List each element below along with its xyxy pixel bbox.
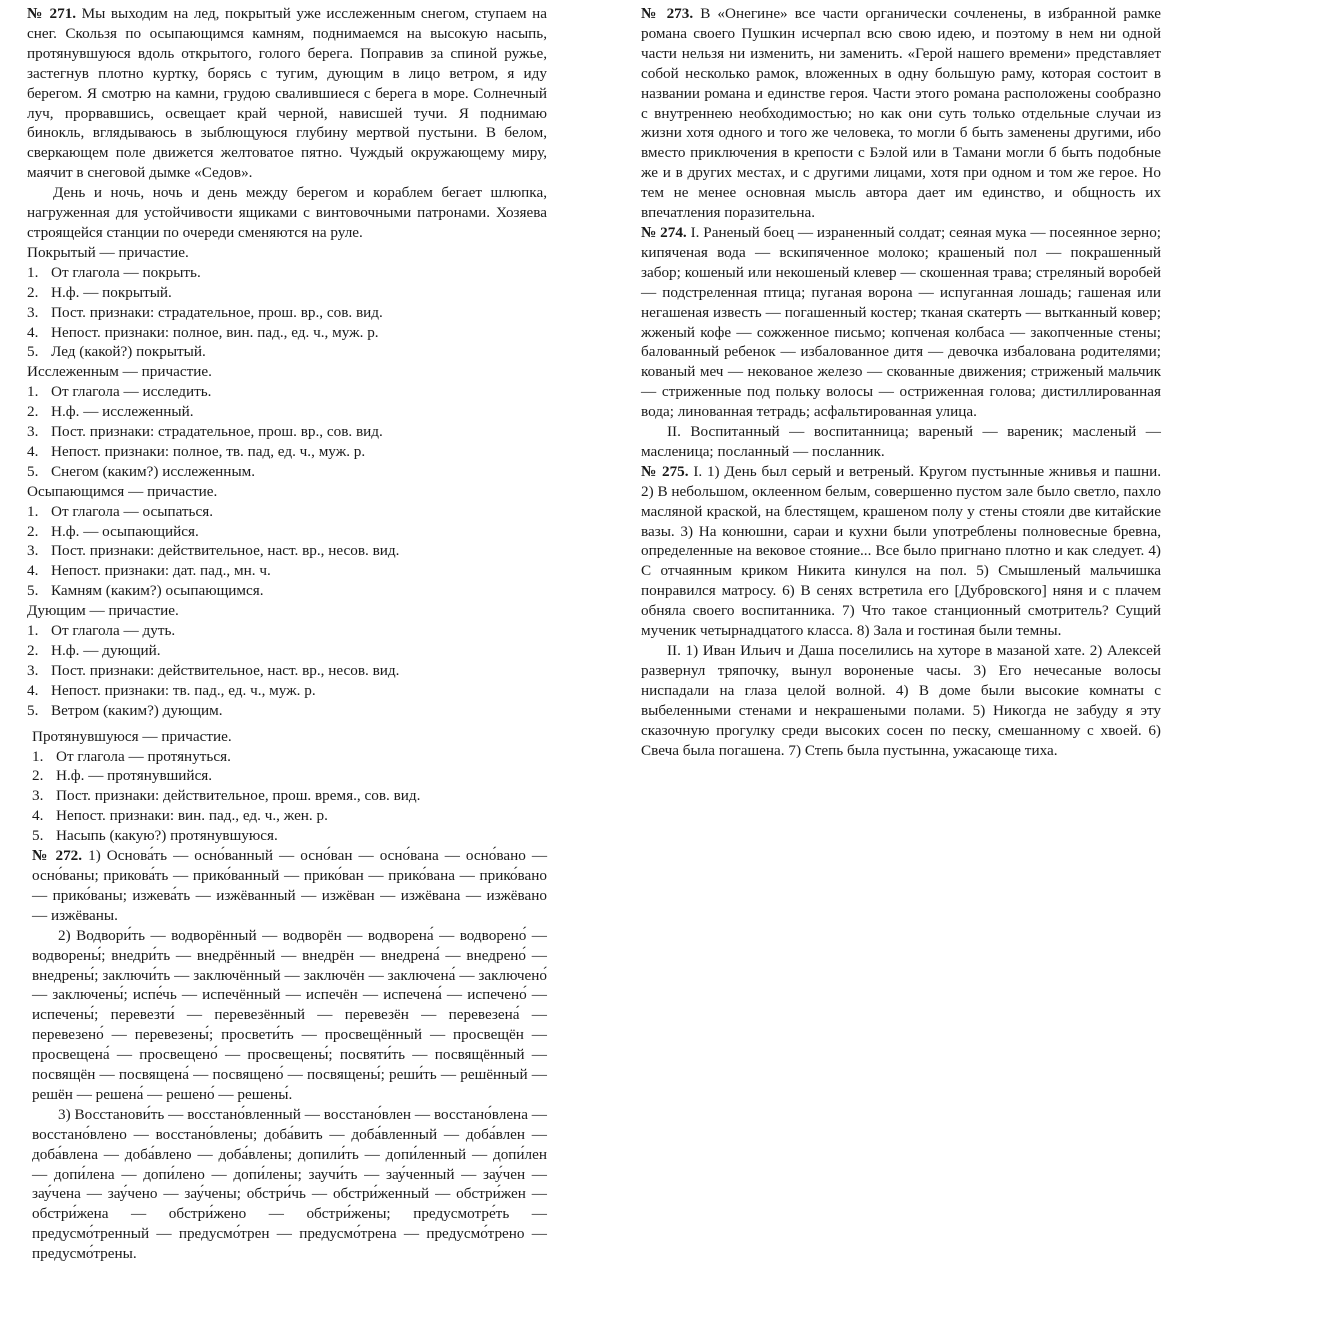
exercise-272-paragraph-3: 3) Восстанови́ть — восстано́вленный — восстано́влен — восстано́влена — восстано́влено — восстано́влены; доба́вить — доба́вленный — доба́влен — доба́влена — доба́влено — доба́влены; допили́ть — допи́ленный — допи́лен — допи́лена — допи́лено — допи́лены; заучи́ть — зау́ченный — зау́чен — зау́чена — зау́чено — зау́чены; обстри́чь — обстри́женный — обстри́жен — обстри́жена — обстри́жено — обстри́жены; предусмотре́ть — предусмо́тренный — предусмо́трен — предусмо́трена — предусмо́трено — предусмо́трены.	[32, 1105, 547, 1263]
analysis-item: 3. Пост. признаки: страдательное, прош. вр., сов. вид.	[27, 423, 383, 441]
exercise-text: В «Онегине» все части органически сочленены, в избранной рамке романа своего Пушкин исчерпал всю свою идею, и поэтому в нем ни одной части нельзя ни изменить, ни заменить. «Герой нашего времени» представляет собой несколько рамок, вложенных в одну большую раму, которая состоит в названии романа и единстве героя. Части этого романа расположены сообразно с внутреннею необходимостью; но как они суть только отдельные случаи из жизни хотя одного и того же человека, то могли б быть заменены другими, ибо вместо приключения в крепости с Бэлой или в Тамани могли б быть подобные же и в других местах, и с другими лицами, хотя при одном и том же герое. Но тем не менее основная мысль автора дает им единство, и общность их впечатления поразительна.	[641, 5, 1162, 222]
left-column	[27, 4, 547, 1264]
analysis-group	[27, 482, 547, 601]
exercise-274-paragraph-2: II. Воспитанный — воспитанница; вареный — вареник; масленый — масленица; посланный — посланник.	[641, 423, 1161, 460]
exercise-number: № 275.	[641, 462, 689, 480]
analysis-item: 3. Пост. признаки: действительное, прош. время., сов. вид.	[32, 787, 421, 805]
exercise-272-paragraph	[32, 846, 547, 926]
analysis-item: 1. От глагола — осыпаться.	[27, 502, 214, 520]
analysis-item: 3. Пост. признаки: действительное, наст. вр., несов. вид.	[27, 661, 400, 679]
exercise-275-paragraph	[641, 462, 1161, 641]
exercise-271-paragraph	[27, 4, 547, 183]
analysis-item: 5. Камням (каким?) осыпающимся.	[27, 582, 264, 600]
participle-analysis-block	[27, 243, 547, 721]
analysis-group	[27, 362, 547, 481]
analysis-item: 4. Непост. признаки: полное, тв. пад, ед. ч., муж. р.	[27, 442, 366, 460]
analysis-item: 3. Пост. признаки: страдательное, прош. вр., сов. вид.	[27, 303, 383, 321]
analysis-title: Покрытый — причастие.	[27, 243, 189, 261]
right-column	[641, 4, 1161, 760]
exercise-275-paragraph-2: II. 1) Иван Ильич и Даша поселились на хуторе в мазаной хате. 2) Алексей развернул тряпочку, вынул вороненые часы. 3) Его нечесаные волосы ниспадали на глаза целой волной. 4) В доме были высокие комнаты с выбеленными стенами и некрашеными полами. 5) Никогда не забуду я эту сказочную прогулку среди высоких сосен по песку, смешанному с хвоей. 6) Свеча была погашена. 7) Степь была пустынна, ужасающе тиха.	[641, 642, 1161, 759]
analysis-item: 4. Непост. признаки: вин. пад., ед. ч., жен. р.	[32, 807, 328, 825]
exercise-text: Мы выходим на лед, покрытый уже исслеженным снегом, ступаем на снег. Скользя по осыпающимся камням, поднимаемся на высокую насыпь, протянувшуюся вдоль открытого, голого берега. Поправив за спиной ружье, застегнув плотно куртку, борясь с тугим, дующим в лицо ветром, я иду берегом. Я смотрю на камни, грудою свалившиеся с берега в море. Солнечный луч, прорвавшись, освещает край черной, нависшей тучи. Я поднимаю бинокль, вглядываюсь в зыблющуюся глубину мертвой пустыни. В белом, сверкающем поле движется желтоватое пятно. Чуждый окружающему миру, маячит в снеговой дымке «Седов».	[27, 5, 548, 182]
analysis-item: 2. Н.ф. — покрытый.	[27, 283, 172, 301]
analysis-title: Исслеженным — причастие.	[27, 363, 212, 381]
exercise-text: I. 1) День был серый и ветреный. Кругом пустынные жнивья и пашни. 2) В небольшом, оклеенном белым, совершенно пустом зале было светло, пахло масляной краской, на блестящем, крашеном полу у стены стояли две китайские вазы. 3) На конюшни, сараи и кухни были употреблены полновесные бревна, определенные на вековое стояние... Все было пригнано плотно и как следует. 4) С отчаянным криком Никита кинулся на пол. 5) Смышленый мальчишка понравился матросу. 6) В сенях встретила его [Дубровского] няня и с плачем обняла своего воспитанника. 7) Что такое станционный смотритель? Сущий мученик четырнадцатого класса. 8) Зала и гостиная были темны.	[641, 462, 1162, 640]
analysis-item: 5. Снегом (каким?) исслеженным.	[27, 462, 256, 480]
exercise-number: № 272.	[32, 847, 83, 865]
exercise-272-paragraph-2: 2) Водвори́ть — водворённый — водворён — водворена́ — водворено́ — водворены́; внедри́ть — внедрённый — внедрён — внедрена́ — внедрено́ — внедрены́; заключи́ть — заключённый — заключён — заключена́ — заключено́ — заключены́; испе́чь — испечённый — испечён — испечена́ — испечено́ — испечены́; перевезти́ — перевезённый — перевезён — перевезена́ — перевезено́ — перевезены́; просвети́ть — просвещённый — просвещён — просвещена́ — просвещено́ — просвещены́; посвяти́ть — посвящённый — посвящён — посвящена́ — посвящено́ — посвящены́; реши́ть — решённый — решён — решена́ — решено́ — решены́.	[32, 926, 547, 1103]
analysis-item: 1. От глагола — покрыть.	[27, 263, 201, 281]
analysis-item: 2. Н.ф. — дующий.	[27, 642, 161, 659]
analysis-item: 5. Ветром (каким?) дующим.	[27, 701, 223, 719]
exercise-number: № 274.	[641, 223, 687, 241]
analysis-item: 4. Непост. признаки: полное, вин. пад., ед. ч., муж. р.	[27, 323, 379, 341]
analysis-item: 1. От глагола — исследить.	[27, 383, 212, 401]
analysis-item: 4. Непост. признаки: дат. пад., мн. ч.	[27, 562, 271, 580]
analysis-item: 4. Непост. признаки: тв. пад., ед. ч., муж. р.	[27, 681, 316, 699]
analysis-item: 5. Насыпь (какую?) протянувшуюся.	[32, 827, 278, 845]
exercise-text: I. Раненый боец — израненный солдат; сеяная мука — посеянное зерно; кипяченая вода — вскипяченное молоко; крашеный пол — покрашенный забор; кошеный или некошеный клевер — скошенная трава; стреляный воробей — подстреленная птица; пуганая ворона — испуганная лошадь; гашеная или негашеная известь — погашенный костер; тканая скатерть — вытканный ковер; жженый кофе — сожженное письмо; копченая колбаса — закопченные стены; балованный ребенок — избалованное дитя — девочка избалована родителями; кованый меч — некованое железо — скованные движения; стриженый мальчик — стриженные под польку волосы — остриженная голова; дистиллированная вода; линованная тетрадь; асфальтированная улица.	[641, 223, 1162, 421]
analysis-item: 1. От глагола — дуть.	[27, 622, 176, 640]
analysis-item: 2. Н.ф. — протянувшийся.	[32, 767, 213, 785]
analysis-group	[27, 243, 547, 362]
analysis-item: 5. Лед (какой?) покрытый.	[27, 343, 206, 361]
analysis-item: 3. Пост. признаки: действительное, наст. вр., несов. вид.	[27, 542, 400, 560]
exercise-271-paragraph-2: День и ночь, ночь и день между берегом и кораблем бегает шлюпка, нагруженная для устойчивости ящиками с винтовочными патронами. Хозяева строящейся станции по очереди сменяются на руле.	[27, 184, 547, 241]
analysis-title: Дующим — причастие.	[27, 602, 179, 620]
exercise-274-paragraph	[641, 223, 1161, 422]
analysis-title: Осыпающимся — причастие.	[27, 482, 218, 500]
analysis-title: Протянувшуюся — причастие.	[32, 727, 232, 745]
analysis-item: 2. Н.ф. — осыпающийся.	[27, 522, 199, 540]
analysis-item: 2. Н.ф. — исслеженный.	[27, 403, 194, 421]
analysis-item: 1. От глагола — протянуться.	[32, 747, 231, 765]
exercise-number: № 271.	[27, 5, 77, 22]
exercise-number: № 273.	[641, 5, 694, 22]
analysis-group	[27, 601, 547, 720]
exercise-text: 1) Основа́ть — осно́ванный — осно́ван — осно́вана — осно́вано — осно́ваны; прикова́ть — прико́ванный — прико́ван — прико́вана — прико́вано — прико́ваны; изжева́ть — изжёванный — изжёван — изжёвана — изжёвано — изжёваны.	[32, 847, 548, 924]
participle-analysis-block-2	[27, 727, 547, 1264]
exercise-273-paragraph	[641, 4, 1161, 223]
